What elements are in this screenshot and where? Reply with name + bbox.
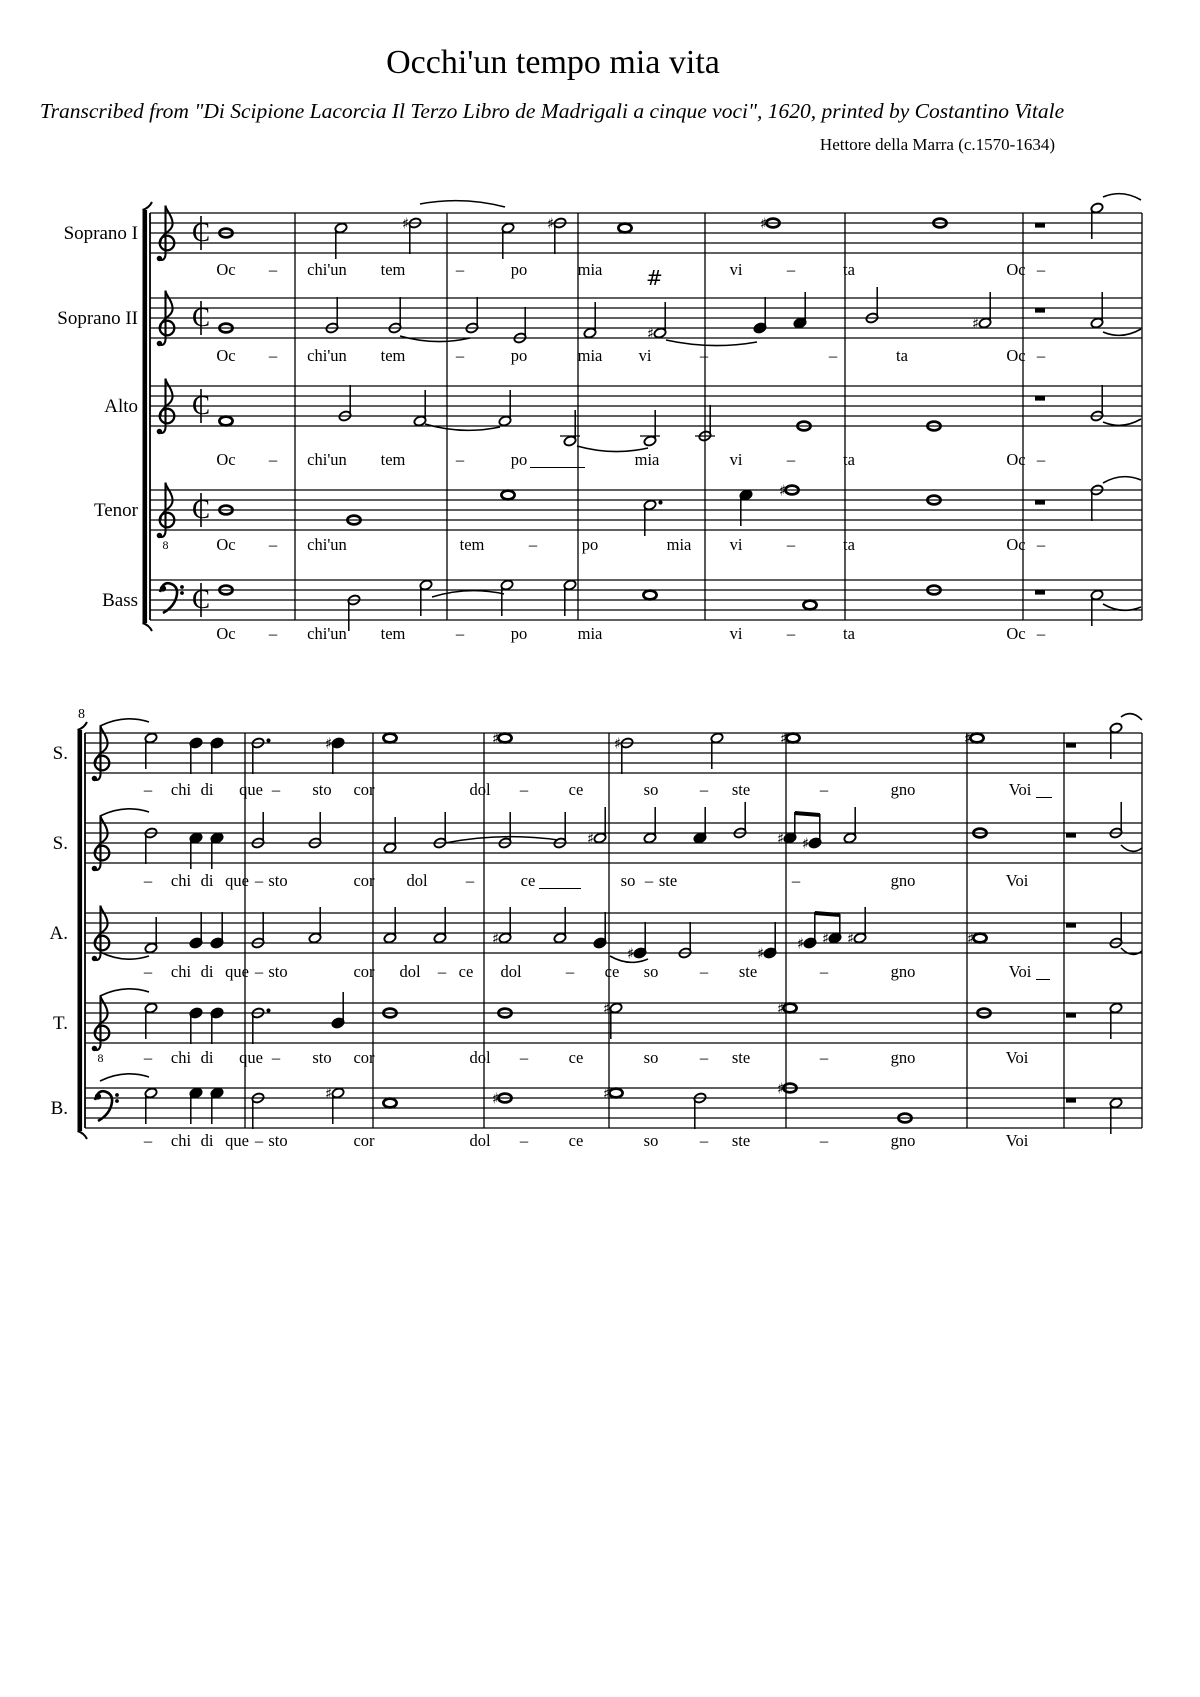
lyric-syllable: di [200, 1048, 214, 1067]
lyric-syllable: cor [353, 962, 375, 981]
bass-clef-icon [160, 583, 177, 613]
lyric-syllable: di [200, 1131, 214, 1150]
lyric-syllable: mia [634, 450, 660, 469]
system-bracket [143, 210, 148, 623]
bass-clef-icon [180, 591, 184, 595]
lyric-syllable: – [1036, 346, 1046, 365]
lyric-syllable: – [143, 1131, 153, 1150]
lyric-syllable: di [200, 962, 214, 981]
sharp-accidental: ♯ [603, 1084, 611, 1103]
lyric-syllable: – [786, 624, 796, 643]
system-bracket [78, 722, 88, 730]
lyric-syllable: cor [353, 1131, 375, 1150]
lyric-syllable: – [455, 624, 465, 643]
slur [100, 989, 149, 996]
transcription-credit: Transcribed from "Di Scipione Lacorcia Il Terzo Libro de Madrigali a cinque voci", 1620, printed by Costantino Vitale [39, 99, 1065, 123]
voice-label: T. [53, 1013, 68, 1034]
lyric-syllable: po [510, 260, 528, 279]
lyric-syllable: ste [731, 780, 751, 799]
lyric-syllable: – [699, 1131, 709, 1150]
page-title: Occhi'un tempo mia vita [386, 44, 720, 81]
voice-label: Tenor [93, 500, 138, 521]
lyric-syllable: – [143, 780, 153, 799]
treble-clef-icon [157, 429, 162, 434]
lyric-syllable: so [643, 1048, 659, 1067]
lyric-syllable: gno [890, 962, 916, 981]
sharp-accidental: ♯ [325, 734, 333, 753]
half-rest [1066, 833, 1076, 838]
sharp-accidental: ♯ [847, 929, 855, 948]
editorial-sharp: # [646, 266, 663, 290]
half-rest [1035, 308, 1045, 313]
lyric-syllable: cor [353, 871, 375, 890]
lyric-syllable: sto [312, 780, 332, 799]
lyric-syllable: chi [170, 871, 192, 890]
beam [795, 813, 820, 815]
lyric-syllable: mia [577, 624, 603, 643]
lyric-syllable: cor [353, 780, 375, 799]
lyric-syllable: sto [268, 1131, 288, 1150]
lyric-syllable: – [268, 346, 278, 365]
lyric-syllable: – [786, 450, 796, 469]
lyric-extender [539, 888, 581, 889]
lyric-syllable: Oc [1006, 450, 1026, 469]
whole-note [501, 491, 514, 500]
whole-note [498, 734, 511, 743]
lyric-syllable: que [225, 871, 249, 890]
slur [1103, 329, 1141, 335]
lyric-syllable: – [819, 1048, 829, 1067]
voice-label: Soprano I [63, 223, 138, 244]
lyric-syllable: – [1036, 450, 1046, 469]
sharp-accidental: ♯ [972, 314, 980, 333]
lyric-syllable: di [200, 871, 214, 890]
sharp-accidental: ♯ [757, 944, 765, 963]
lyric-extender [1036, 797, 1052, 798]
lyric-syllable: tem [380, 260, 406, 279]
lyric-syllable: Oc [1006, 346, 1026, 365]
lyric-syllable: so [643, 962, 659, 981]
augmentation-dot [266, 1008, 270, 1012]
lyric-syllable: ta [843, 624, 855, 643]
lyric-syllable: chi'un [307, 450, 347, 469]
lyric-syllable: – [828, 346, 838, 365]
lyric-syllable: – [519, 1048, 529, 1067]
lyric-syllable: – [268, 624, 278, 643]
whole-note [383, 734, 396, 743]
lyric-syllable: – [455, 260, 465, 279]
lyric-syllable: – [644, 871, 654, 890]
lyric-syllable: gno [890, 1131, 916, 1150]
lyric-syllable: vi [729, 535, 743, 554]
system-bracket [143, 202, 153, 210]
octave-8-mark: 8 [162, 538, 169, 552]
lyric-syllable: ce [520, 871, 536, 890]
lyric-syllable: tem [380, 450, 406, 469]
sharp-accidental: ♯ [777, 829, 785, 848]
sharp-accidental: ♯ [777, 1079, 785, 1098]
lyric-syllable: vi [729, 260, 743, 279]
sharp-accidental: ♯ [647, 324, 655, 343]
lyric-syllable: – [1036, 535, 1046, 554]
sharp-accidental: ♯ [777, 999, 785, 1018]
whole-note [383, 1099, 396, 1108]
lyric-syllable: ta [843, 535, 855, 554]
lyric-syllable: Oc [216, 260, 236, 279]
treble-clef-icon [157, 256, 162, 261]
slur [1121, 714, 1142, 720]
voice-label: B. [50, 1098, 68, 1119]
lyric-syllable: – [268, 450, 278, 469]
lyric-syllable: mia [666, 535, 692, 554]
whole-note [643, 591, 656, 600]
lyric-syllable: ste [731, 1048, 751, 1067]
half-rest [1035, 590, 1045, 595]
lyric-syllable: – [699, 780, 709, 799]
slur [1103, 194, 1141, 200]
lyric-syllable: so [643, 1131, 659, 1150]
lyric-extender [530, 467, 585, 468]
slur [1103, 604, 1141, 610]
lyric-syllable: – [528, 535, 538, 554]
lyric-syllable: chi'un [307, 346, 347, 365]
sharp-accidental: ♯ [325, 1084, 333, 1103]
lyric-syllable: – [271, 780, 281, 799]
lyric-syllable: chi [170, 962, 192, 981]
lyric-syllable: que [239, 780, 263, 799]
lyric-syllable: dol [469, 780, 491, 799]
half-rest [1035, 396, 1045, 401]
bass-clef-icon [95, 1091, 112, 1121]
whole-note [970, 734, 983, 743]
lyric-syllable: ta [843, 450, 855, 469]
lyric-syllable: – [819, 962, 829, 981]
lyric-syllable: po [510, 346, 528, 365]
sharp-accidental: ♯ [822, 929, 830, 948]
slur [1121, 845, 1142, 851]
lyric-syllable: ce [604, 962, 620, 981]
lyric-syllable: mia [577, 346, 603, 365]
lyric-syllable: Oc [216, 535, 236, 554]
bass-clef-icon [115, 1099, 119, 1103]
sharp-accidental: ♯ [964, 729, 972, 748]
lyric-syllable: – [699, 346, 709, 365]
lyric-syllable: Voi [1005, 1131, 1029, 1150]
beam [815, 913, 840, 915]
half-rest [1066, 1098, 1076, 1103]
lyric-syllable: chi'un [307, 535, 347, 554]
lyric-extender [1036, 979, 1050, 980]
lyric-syllable: – [699, 962, 709, 981]
lyric-syllable: – [143, 1048, 153, 1067]
sharp-accidental: ♯ [547, 214, 555, 233]
lyric-syllable: ce [568, 1131, 584, 1150]
sharp-accidental: ♯ [603, 999, 611, 1018]
lyric-syllable: dol [469, 1131, 491, 1150]
lyric-syllable: – [519, 1131, 529, 1150]
sharp-accidental: ♯ [779, 481, 787, 500]
sharp-accidental: ♯ [492, 929, 500, 948]
lyric-syllable: gno [890, 1048, 916, 1067]
lyric-syllable: – [143, 871, 153, 890]
lyric-syllable: chi'un [307, 260, 347, 279]
sharp-accidental: ♯ [627, 944, 635, 963]
sharp-accidental: ♯ [492, 1089, 500, 1108]
voice-label: Bass [102, 590, 138, 611]
treble-clef-icon [92, 1046, 97, 1051]
lyric-syllable: ta [896, 346, 908, 365]
lyric-syllable: dol [399, 962, 421, 981]
lyric-syllable: tem [380, 346, 406, 365]
lyric-syllable: Voi [1008, 780, 1032, 799]
whole-note [803, 601, 816, 610]
lyric-syllable: – [465, 871, 475, 890]
treble-clef-icon [157, 341, 162, 346]
voice-label: S. [52, 833, 68, 854]
lyric-syllable: – [254, 962, 264, 981]
lyric-syllable: ce [458, 962, 474, 981]
slur [100, 809, 149, 816]
slur [432, 591, 504, 597]
lyric-syllable: sto [268, 871, 288, 890]
lyric-syllable: ste [731, 1131, 751, 1150]
lyric-syllable: – [791, 871, 801, 890]
lyric-syllable: po [510, 624, 528, 643]
lyric-syllable: que [239, 1048, 263, 1067]
lyric-syllable: cor [353, 1048, 375, 1067]
bass-clef-icon [115, 1093, 119, 1097]
sharp-accidental: ♯ [614, 734, 622, 753]
voice-label: S. [52, 743, 68, 764]
voice-label: Alto [104, 396, 138, 417]
half-rest [1066, 743, 1076, 748]
lyric-syllable: sto [268, 962, 288, 981]
lyric-syllable: Oc [216, 346, 236, 365]
half-rest [1066, 923, 1076, 928]
lyric-syllable: sto [312, 1048, 332, 1067]
lyric-syllable: vi [729, 624, 743, 643]
half-rest [1035, 500, 1045, 505]
whole-note [786, 734, 799, 743]
lyric-syllable: dol [469, 1048, 491, 1067]
sharp-accidental: ♯ [587, 829, 595, 848]
lyric-syllable: que [225, 962, 249, 981]
lyric-syllable: Oc [1006, 624, 1026, 643]
lyric-syllable: ste [658, 871, 678, 890]
lyric-syllable: Voi [1008, 962, 1032, 981]
sharp-accidental: ♯ [780, 729, 788, 748]
lyric-syllable: – [786, 535, 796, 554]
lyric-syllable: – [254, 871, 264, 890]
half-rest [1066, 1013, 1076, 1018]
sharp-accidental: ♯ [492, 729, 500, 748]
lyric-syllable: – [819, 780, 829, 799]
lyric-syllable: Oc [1006, 535, 1026, 554]
whole-note [618, 224, 631, 233]
cut-time-signature: C [192, 390, 211, 420]
cut-time-signature: C [192, 217, 211, 247]
slur [1103, 477, 1141, 483]
treble-clef-icon [92, 956, 97, 961]
lyric-syllable: – [437, 962, 447, 981]
lyric-syllable: – [699, 1048, 709, 1067]
bass-clef-icon [180, 585, 184, 589]
lyric-syllable: gno [890, 780, 916, 799]
lyric-syllable: – [1036, 260, 1046, 279]
lyric-syllable: ce [568, 780, 584, 799]
sharp-accidental: ♯ [760, 214, 768, 233]
lyric-syllable: – [455, 450, 465, 469]
lyric-syllable: ce [568, 1048, 584, 1067]
slur [666, 340, 757, 346]
augmentation-dot [658, 500, 662, 504]
slur [100, 1074, 149, 1081]
sharp-accidental: ♯ [967, 929, 975, 948]
lyric-syllable: tem [459, 535, 485, 554]
lyric-syllable: chi [170, 1131, 192, 1150]
lyric-syllable: vi [729, 450, 743, 469]
slur [100, 719, 149, 726]
slur [400, 336, 470, 342]
lyric-syllable: – [786, 260, 796, 279]
lyric-syllable: – [268, 535, 278, 554]
lyric-syllable: po [510, 450, 528, 469]
lyric-syllable: – [271, 1048, 281, 1067]
lyric-syllable: so [620, 871, 636, 890]
lyric-syllable: po [581, 535, 599, 554]
composer-name: Hettore della Marra (c.1570-1634) [819, 135, 1055, 154]
whole-note [609, 1089, 622, 1098]
slur [420, 201, 505, 207]
lyric-syllable: dol [406, 871, 428, 890]
lyric-syllable: vi [638, 346, 652, 365]
cut-time-signature: C [192, 494, 211, 524]
measure-number: 8 [78, 707, 85, 722]
lyric-syllable: ste [738, 962, 758, 981]
lyric-syllable: – [565, 962, 575, 981]
system-bracket [143, 623, 153, 631]
lyric-syllable: Voi [1005, 1048, 1029, 1067]
lyric-syllable: chi'un [307, 624, 347, 643]
slur [1103, 419, 1141, 425]
cut-time-signature: C [192, 302, 211, 332]
lyric-syllable: Voi [1005, 871, 1029, 890]
lyric-syllable: – [254, 1131, 264, 1150]
half-rest [1035, 223, 1045, 228]
lyric-syllable: Oc [216, 450, 236, 469]
lyric-syllable: gno [890, 871, 916, 890]
treble-clef-icon [92, 776, 97, 781]
lyric-syllable: so [643, 780, 659, 799]
lyric-syllable: – [143, 962, 153, 981]
lyric-syllable: – [1036, 624, 1046, 643]
sharp-accidental: ♯ [802, 834, 810, 853]
sharp-accidental: ♯ [402, 214, 410, 233]
lyric-syllable: Oc [216, 624, 236, 643]
lyric-syllable: – [519, 780, 529, 799]
voice-label: A. [49, 923, 68, 944]
octave-8-mark: 8 [97, 1051, 104, 1065]
treble-clef-icon [157, 533, 162, 538]
lyric-syllable: que [225, 1131, 249, 1150]
lyric-syllable: Oc [1006, 260, 1026, 279]
whole-note [973, 934, 986, 943]
lyric-syllable: mia [577, 260, 603, 279]
lyric-syllable: chi [170, 1048, 192, 1067]
lyric-syllable: chi [170, 780, 192, 799]
lyric-syllable: – [268, 260, 278, 279]
lyric-syllable: – [455, 346, 465, 365]
cut-time-signature: C [192, 584, 211, 614]
voice-label: Soprano II [57, 308, 138, 329]
slur [425, 424, 500, 430]
augmentation-dot [266, 738, 270, 742]
lyric-syllable: – [819, 1131, 829, 1150]
lyric-syllable: tem [380, 624, 406, 643]
sharp-accidental: ♯ [797, 934, 805, 953]
system-bracket [78, 730, 83, 1131]
treble-clef-icon [92, 866, 97, 871]
system-bracket [78, 1131, 88, 1139]
whole-note [219, 417, 232, 426]
lyric-syllable: dol [500, 962, 522, 981]
lyric-syllable: di [200, 780, 214, 799]
lyric-syllable: ta [843, 260, 855, 279]
